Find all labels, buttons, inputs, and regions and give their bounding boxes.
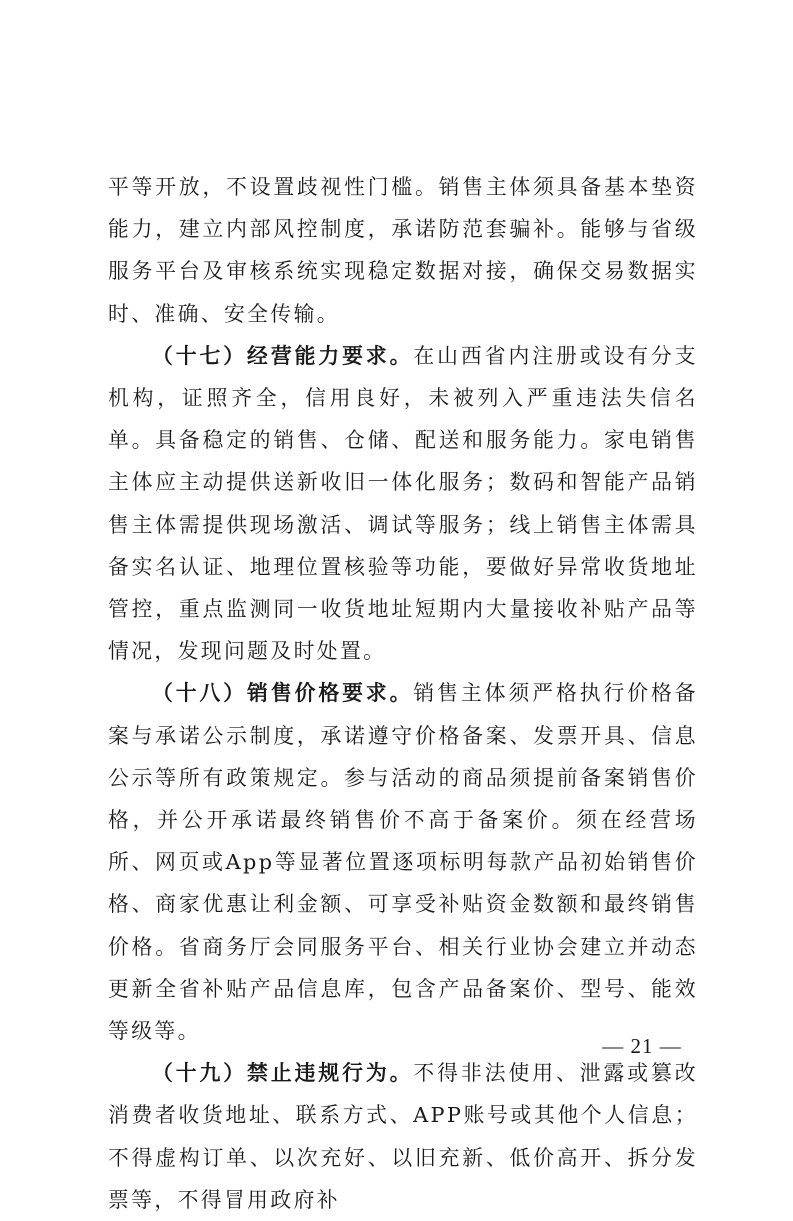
paragraph-text: 销售主体须严格执行价格备案与承诺公示制度，承诺遵守价格备案、发票开具、信息公示等所有政策规定。参与活动的商品须提前备案销售价格，并公开承诺最终销售价不高于备案价。须在经营场所、网页或App等显著位置逐项标明每款产品初始销售价格、商家优惠让利金额、可享受补贴资金数额和最终销售价格。省商务厅会同服务平台、相关行业协会建立并动态更新全省补贴产品信息库，包含产品备案价、型号、能效等级等。 bbox=[108, 681, 698, 1044]
paragraph-section-19 bbox=[108, 1052, 698, 1221]
paragraph-text: 在山西省内注册或设有分支机构，证照齐全，信用良好，未被列入严重违法失信名单。具备稳定的销售、仓储、配送和服务能力。家电销售主体应主动提供送新收旧一体化服务；数码和智能产品销售主体需提供现场激活、调试等服务；线上销售主体需具备实名认证、地理位置核验等功能，要做好异常收货地址管控，重点监测同一收货地址短期内大量接收补贴产品等情况，发现问题及时处置。 bbox=[108, 343, 698, 664]
paragraph-continuation bbox=[108, 166, 698, 335]
paragraph-section-18 bbox=[108, 672, 698, 1052]
paragraph-section-17 bbox=[108, 335, 698, 673]
paragraph-text: 不得非法使用、泄露或篡改消费者收货地址、联系方式、APP账号或其他个人信息；不得虚构订单、以次充好、以旧充新、低价高开、拆分发票等，不得冒用政府补 bbox=[108, 1061, 698, 1212]
section-heading: （十八）销售价格要求。 bbox=[152, 681, 414, 706]
section-heading: （十九）禁止违规行为。 bbox=[152, 1061, 414, 1086]
section-heading: （十七）经营能力要求。 bbox=[152, 343, 414, 368]
page-number: — 21 — bbox=[602, 1034, 682, 1058]
paragraph-text: 平等开放，不设置歧视性门槛。销售主体须具备基本垫资能力，建立内部风控制度，承诺防范套骗补。能够与省级服务平台及审核系统实现稳定数据对接，确保交易数据实时、准确、安全传输。 bbox=[108, 175, 698, 326]
document-body bbox=[108, 166, 698, 1221]
